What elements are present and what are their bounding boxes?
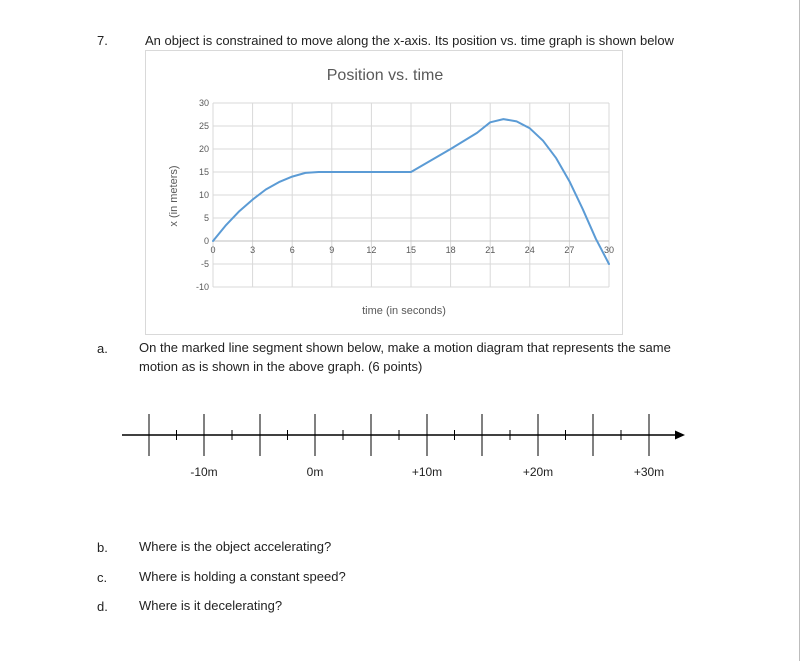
y-tick-label: -5 [200,259,209,269]
motion-label-20: +20m [522,465,554,479]
x-tick-label: 6 [289,245,295,255]
chart-canvas [146,51,624,336]
part-c-label: c. [97,570,108,585]
y-tick-label: 20 [198,144,209,154]
y-tick-label: 5 [203,213,209,223]
y-tick-label: 15 [198,167,209,177]
y-tick-label: 0 [203,236,209,246]
motion-label-neg10: -10m [190,465,218,479]
x-tick-label: 18 [445,245,456,255]
y-axis-label: x (in meters) [168,165,180,227]
question-number: 7. [97,33,108,48]
part-a-text-line1: On the marked line segment shown below, make a motion diagram that represents the same [139,340,671,355]
x-tick-label: 27 [564,245,575,255]
part-d-text: Where is it decelerating? [139,598,283,613]
y-tick-label: 10 [198,190,209,200]
part-b-text: Where is the object accelerating? [139,539,332,554]
x-tick-label: 15 [405,245,417,255]
motion-label-30: +30m [633,465,665,479]
motion-axis-arrowhead [675,431,685,440]
x-tick-label: 3 [250,245,256,255]
y-tick-label: 30 [198,98,209,108]
part-a-text-line2: motion as is shown in the above graph. (6 points) [139,359,423,374]
chart-title: Position vs. time [326,67,444,84]
x-tick-label: 24 [524,245,535,255]
x-tick-label: 21 [485,245,496,255]
y-tick-label: 25 [198,121,209,131]
question-prompt: An object is constrained to move along the x-axis. Its position vs. time graph is shown below [145,33,674,48]
part-a-label: a. [97,341,108,356]
motion-label-0: 0m [306,465,324,479]
part-b-label: b. [97,540,108,555]
x-axis-label: time (in seconds) [362,305,446,317]
y-tick-label: -10 [195,282,209,292]
position-time-chart [145,50,623,335]
x-tick-label: 9 [329,245,335,255]
x-tick-label: 12 [366,245,377,255]
motion-label-10: +10m [411,465,443,479]
x-tick-label: 30 [603,245,615,255]
part-c-text: Where is holding a constant speed? [139,569,346,584]
x-tick-label: 0 [210,245,216,255]
part-d-label: d. [97,599,108,614]
